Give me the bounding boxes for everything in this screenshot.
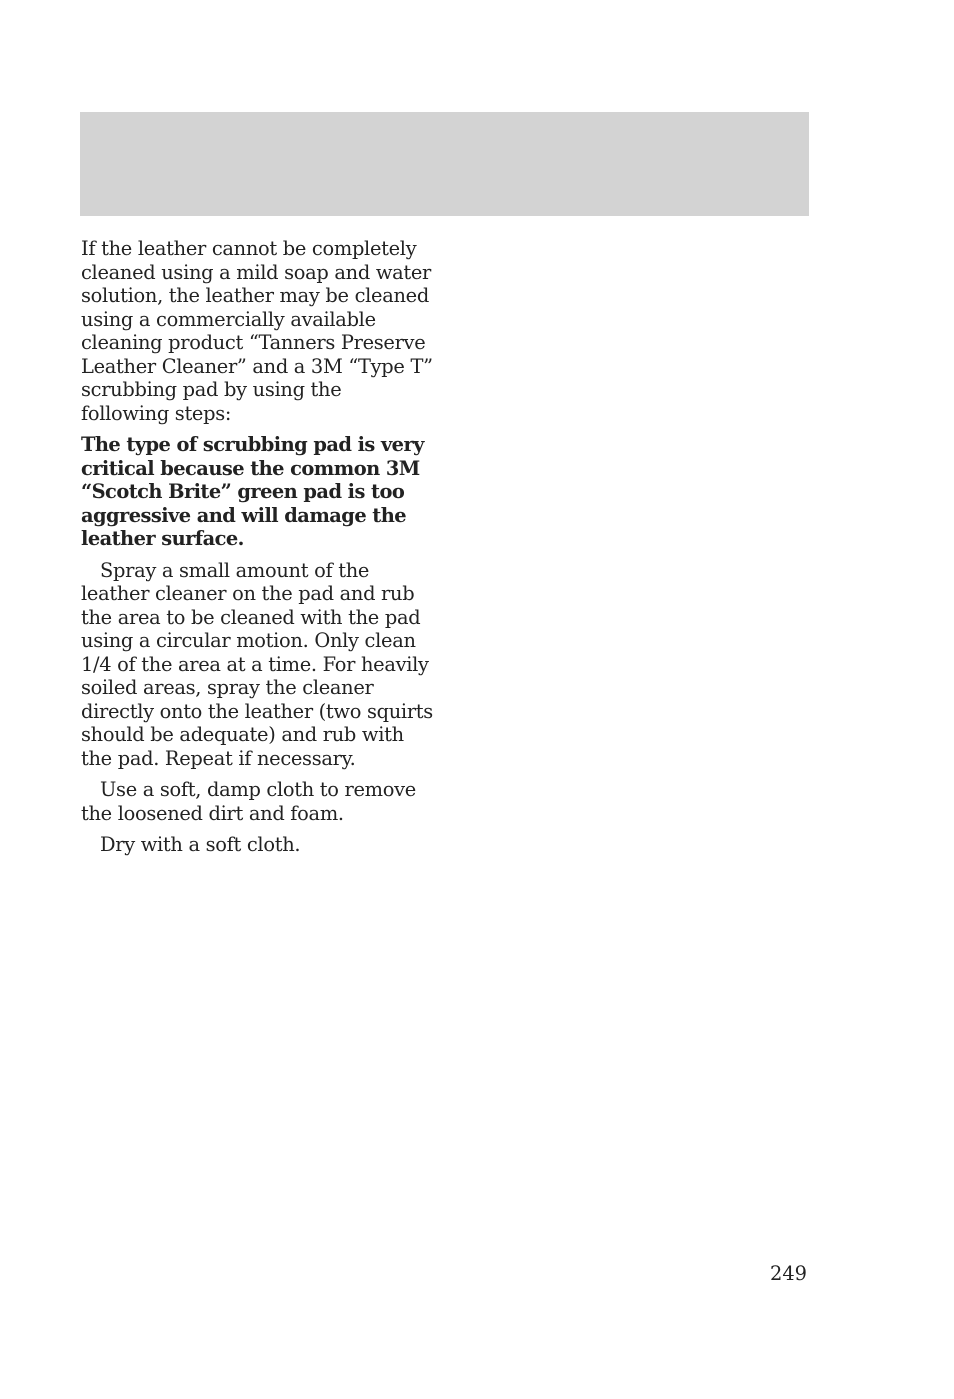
dry-step-paragraph: Dry with a soft cloth. [100, 833, 301, 856]
wipe-step-paragraph: Use a soft, damp cloth to remove the loosened dirt and foam. [81, 778, 416, 825]
spray-step-paragraph: Spray a small amount of the leather cleaner on the pad and rub the area to be cleaned with the pad using a circular motion. Only clean 1/4 of the area at a time. For heavily soiled areas, spray the cleaner directly onto the leather (two squirts should be adequate) and rub with the pad. Repeat if necessary. [81, 558, 433, 770]
intro-paragraph: If the leather cannot be completely cleaned using a mild soap and water solution, the leather may be cleaned using a commercially available cleaning product “Tanners Preserve Leather Cleaner” and a 3M “Type T” scrubbing pad by using the following steps: [81, 237, 433, 425]
page-number: 249 [769, 1262, 807, 1285]
warning-paragraph: The type of scrubbing pad is very critical because the common 3M “Scotch Brite” green pad is too aggressive and will damage the leather surface. [81, 433, 424, 550]
main-text-column [81, 237, 433, 865]
section-header-band [80, 112, 809, 216]
